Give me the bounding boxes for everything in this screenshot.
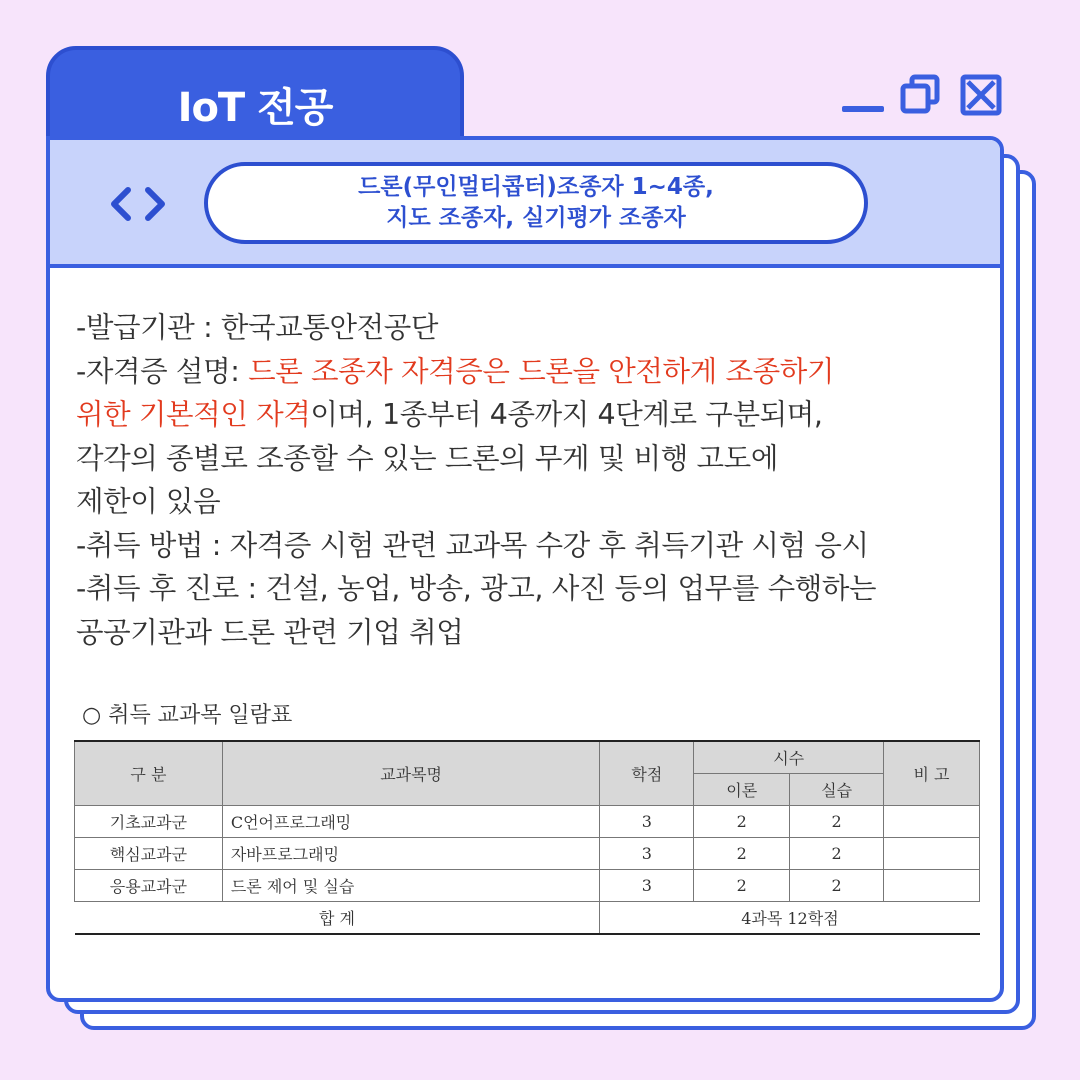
header-note: 비 고 — [884, 741, 980, 806]
description-line1 — [76, 350, 976, 394]
description-highlight2: 위한 기본적인 자격 — [76, 398, 311, 431]
certificate-title-line2: 지도 조종자, 실기평가 조종자 — [386, 205, 686, 231]
description-line2 — [76, 393, 976, 437]
row-category: 기초교과군 — [75, 806, 223, 838]
row-course: 자바프로그래밍 — [222, 838, 600, 870]
close-icon[interactable] — [960, 74, 1002, 116]
issuer-text: -발급기관 : 한국교통안전공단 — [76, 311, 438, 344]
row-theory: 2 — [694, 806, 790, 838]
row-note — [884, 870, 980, 902]
row-credit: 3 — [600, 870, 694, 902]
code-brackets-icon — [106, 184, 170, 224]
header-hours: 시수 — [694, 741, 884, 774]
row-theory: 2 — [694, 870, 790, 902]
table-row — [75, 806, 980, 838]
minimize-icon[interactable] — [842, 106, 884, 112]
header-category: 구 분 — [75, 741, 223, 806]
row-category: 응용교과군 — [75, 870, 223, 902]
description-highlight1: 드론 조종자 자격증은 드론을 안전하게 조종하기 — [248, 354, 834, 388]
total-row — [75, 902, 980, 935]
row-practice: 2 — [790, 838, 884, 870]
certificate-description — [76, 306, 976, 654]
header-course: 교과목명 — [222, 741, 600, 806]
total-label: 합 계 — [75, 902, 600, 935]
course-table — [74, 740, 980, 935]
table-row — [75, 838, 980, 870]
header-practice: 실습 — [790, 774, 884, 806]
row-credit: 3 — [600, 806, 694, 838]
course-table-title: ○ 취득 교과목 일람표 — [82, 703, 293, 728]
row-credit: 3 — [600, 838, 694, 870]
course-table-section — [74, 698, 980, 935]
description-rest: 이며, 1종부터 4종까지 4단계로 구분되며, — [310, 398, 823, 431]
career-line2: 공공기관과 드론 관련 기업 취업 — [76, 615, 464, 649]
row-category: 핵심교과군 — [75, 838, 223, 870]
header-credit: 학점 — [600, 741, 694, 806]
description-label: -자격증 설명: — [76, 354, 249, 388]
row-note — [884, 806, 980, 838]
row-course: 드론 제어 및 실습 — [222, 870, 600, 902]
row-theory: 2 — [694, 838, 790, 870]
total-value: 4과목 12학점 — [600, 902, 980, 935]
table-row — [75, 870, 980, 902]
description-line4: 제한이 있음 — [76, 485, 221, 518]
restore-icon[interactable] — [900, 74, 940, 114]
main-window — [46, 136, 1004, 1002]
row-practice: 2 — [790, 806, 884, 838]
certificate-title-pill — [204, 162, 868, 244]
method-text: -취득 방법 : 자격증 시험 관련 교과목 수강 후 취득기관 시험 응시 — [76, 528, 869, 562]
row-course: C언어프로그래밍 — [222, 806, 600, 838]
career-line1: -취득 후 진로 : 건설, 농업, 방송, 광고, 사진 등의 업무를 수행하는 — [76, 572, 877, 605]
certificate-title-line1: 드론(무인멀티콥터)조종자 1~4종, — [358, 174, 714, 200]
header-theory: 이론 — [694, 774, 790, 806]
row-note — [884, 838, 980, 870]
tab-title: IoT 전공 — [177, 85, 333, 131]
row-practice: 2 — [790, 870, 884, 902]
address-bar — [50, 140, 1000, 268]
description-line3: 각각의 종별로 조종할 수 있는 드론의 무게 및 비행 고도에 — [76, 441, 778, 475]
